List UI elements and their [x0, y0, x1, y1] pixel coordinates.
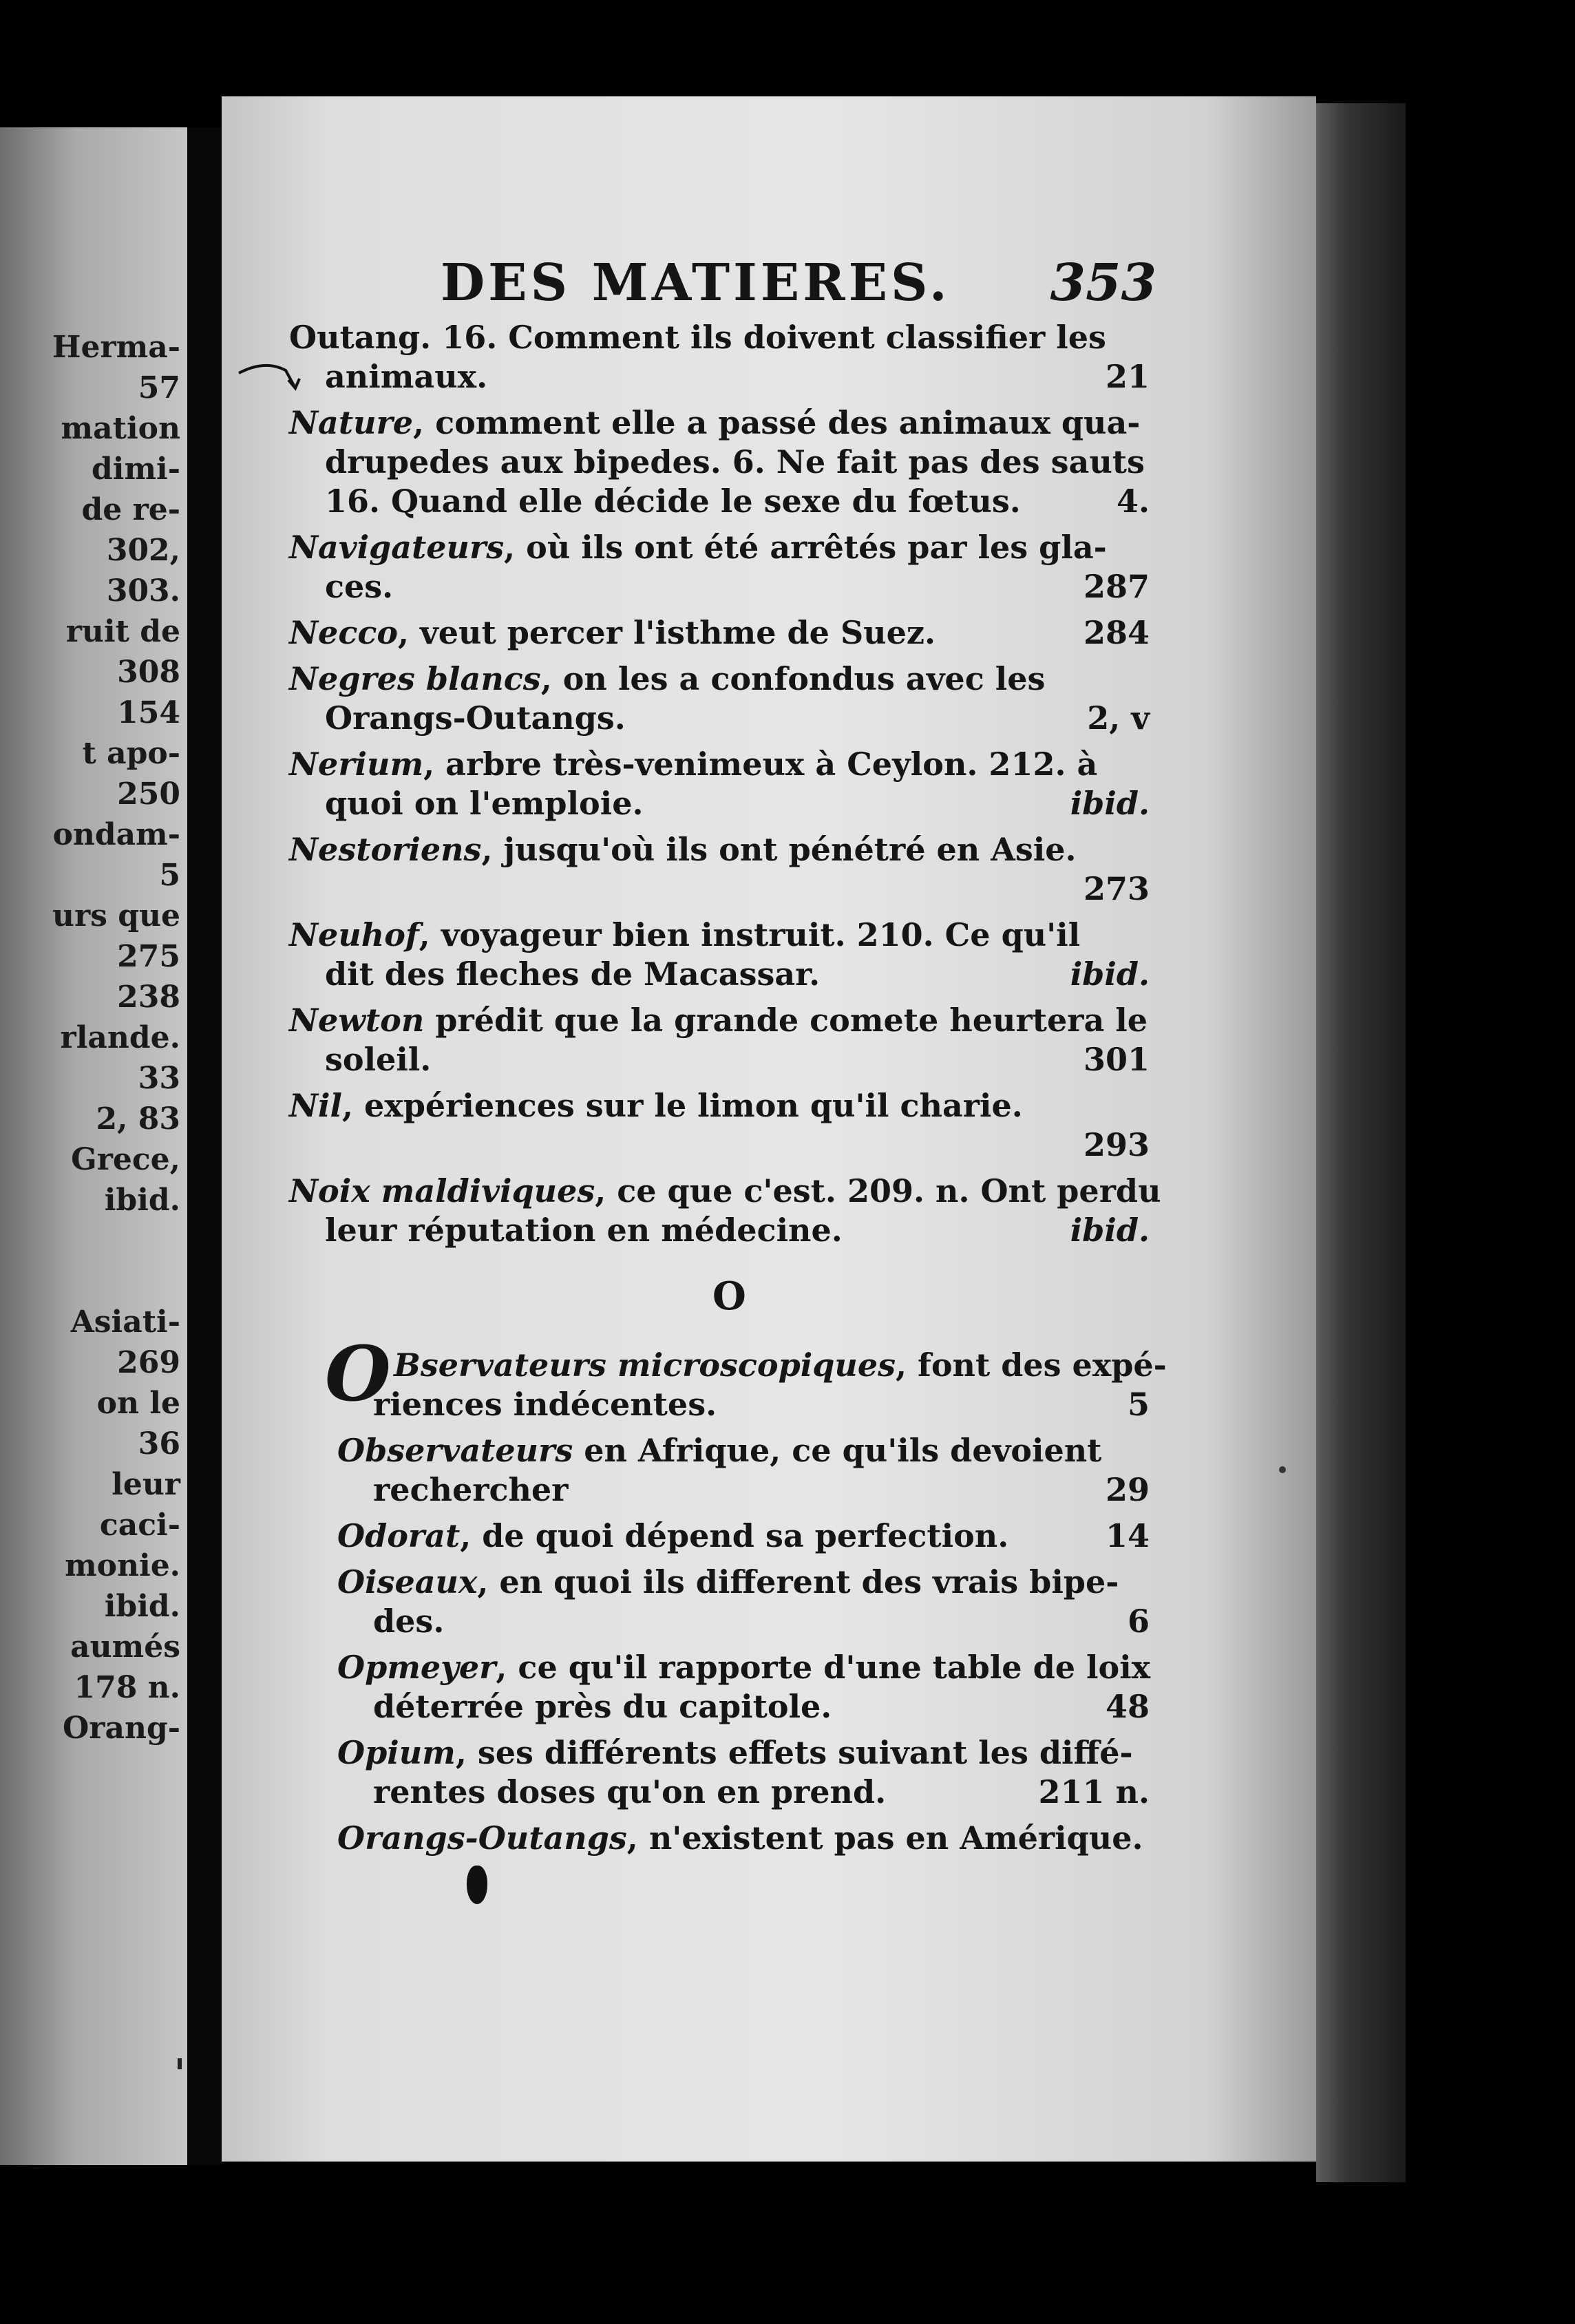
entry-text [373, 1470, 568, 1510]
left-page-line: Herma- [52, 330, 180, 365]
left-page-line: 308 [117, 655, 180, 690]
page-edge-shadow [1316, 103, 1406, 2182]
entry-body: , ce que c'est. 209. n. Ont perdu [595, 1172, 1161, 1209]
left-page-line: dimi- [91, 452, 180, 487]
entry-text [289, 1086, 1023, 1126]
speck [178, 2058, 182, 2069]
left-page-line: 178 n. [74, 1670, 180, 1705]
header-title: DES MATIERES. [441, 253, 951, 313]
index-entry-line [289, 403, 1150, 443]
entry-body: Orangs-Outangs. [325, 699, 626, 737]
entry-page-ref: 273 [1083, 870, 1150, 907]
left-page-line: 36 [138, 1426, 180, 1461]
page-number: 353 [1050, 253, 1156, 313]
entry-page-ref: 21 [1105, 358, 1150, 395]
entry-headword: Nerium [289, 746, 424, 783]
entry-body: , voyageur bien instruit. 210. Ce qu'il [419, 916, 1081, 953]
entry-page-ref: ibid. [1070, 1212, 1150, 1249]
index-entry-line [289, 1086, 1150, 1126]
index-entry-line [337, 1819, 1150, 1858]
left-page-line: 5 [159, 858, 180, 893]
entry-body: ces. [325, 568, 394, 605]
entry-page-ref: 29 [1105, 1471, 1150, 1508]
running-header [441, 253, 1156, 315]
entry-text [325, 1040, 431, 1079]
entry-text [394, 1346, 1167, 1385]
index-entry-line [337, 1602, 1150, 1641]
entry-text [289, 403, 1140, 443]
entry-body: , arbre très-venimeux à Ceylon. 212. à [423, 746, 1098, 783]
index-entry-line [289, 482, 1150, 521]
entry-headword: Oiseaux [337, 1563, 478, 1601]
index-entries-o [325, 1329, 1167, 1858]
entry-text [289, 613, 936, 653]
index-entries-n [289, 318, 1161, 1250]
left-page-line: 269 [117, 1345, 180, 1380]
left-page-line [0, 1261, 180, 1302]
entry-body: , n'existent pas en Amérique. [626, 1819, 1143, 1857]
index-entry-line [289, 613, 1150, 653]
entry-page-ref: 211 n. [1038, 1773, 1150, 1810]
book-gutter [187, 127, 222, 2165]
entry-body: , on les a confondus avec les [540, 660, 1046, 697]
entry-text [337, 1819, 1143, 1858]
left-page-line: 57 [138, 370, 180, 405]
entry-headword: Opmeyer [337, 1649, 496, 1686]
entry-headword: Bservateurs microscopiques [394, 1346, 896, 1384]
entry-text [337, 1431, 1101, 1470]
index-entry-line [337, 1563, 1150, 1602]
drop-cap: O [325, 1329, 391, 1418]
entry-text [325, 955, 820, 994]
entry-body: leur réputation en médecine. [325, 1212, 843, 1249]
entry-body: rechercher [373, 1471, 569, 1508]
entry-body: quoi on l'emploie. [325, 785, 644, 822]
entry-text [373, 1773, 886, 1812]
entry-page-ref: ibid. [1070, 955, 1150, 993]
entry-headword: Nestoriens [289, 831, 482, 868]
entry-body: prédit que la grande comete heurtera le [424, 1002, 1148, 1039]
entry-text [289, 318, 1106, 357]
entry-text [325, 1211, 843, 1250]
index-entry-line [337, 1346, 1167, 1385]
left-page-line [0, 1221, 180, 1261]
entry-text [373, 1385, 717, 1424]
index-entry-line [289, 1001, 1150, 1040]
entry-body: animaux. [325, 358, 488, 395]
index-entry-line [289, 869, 1150, 909]
left-page-line: 238 [117, 980, 180, 1015]
entry-page-ref: 293 [1083, 1126, 1150, 1163]
left-page-line: rlande. [60, 1020, 180, 1055]
index-entry-line [289, 784, 1150, 823]
index-entry-line [289, 1040, 1150, 1079]
left-page-line: 275 [117, 939, 180, 974]
entry-page-ref: 301 [1083, 1041, 1150, 1078]
index-entry-line [337, 1385, 1150, 1424]
index-entry-line [289, 443, 1150, 482]
left-page-line: ondam- [52, 817, 180, 852]
entry-headword: Necco [289, 614, 399, 651]
left-page-line: 303. [106, 573, 180, 609]
index-entry-line [289, 699, 1150, 738]
left-page-line: ibid. [104, 1589, 180, 1624]
index-entry-line [337, 1431, 1150, 1470]
left-page-line: monie. [65, 1548, 180, 1583]
left-page-line: t apo- [82, 736, 180, 771]
index-entry-line [289, 745, 1150, 784]
index-entry-line [337, 1648, 1150, 1687]
entry-page-ref: 48 [1105, 1688, 1150, 1725]
entry-headword: Nature [289, 404, 414, 441]
left-page-line: Asiati- [70, 1304, 180, 1340]
entry-body: rentes doses qu'on en prend. [373, 1773, 887, 1810]
entry-page-ref: 287 [1083, 568, 1150, 605]
index-entry-line [289, 955, 1150, 994]
left-page-line: aumés [70, 1629, 180, 1665]
entry-page-ref: 4. [1116, 483, 1150, 520]
left-page-line: leur [112, 1467, 180, 1502]
entry-body: , comment elle a passé des animaux qua- [413, 404, 1141, 441]
left-page-line: 2, 83 [96, 1101, 180, 1137]
entry-text [289, 528, 1107, 567]
speck [1279, 1466, 1286, 1473]
section-letter: O [712, 1274, 746, 1319]
left-page-line: ruit de [65, 614, 180, 649]
index-entry-line [337, 1470, 1150, 1510]
left-page-line: 154 [117, 695, 180, 730]
index-entry-line [289, 318, 1150, 357]
entry-headword: Orangs-Outangs [337, 1819, 627, 1857]
index-entry-line [337, 1687, 1150, 1726]
entry-text [289, 916, 1080, 955]
entry-headword: Noix maldiviques [289, 1172, 595, 1209]
entry-page-ref: 2, v [1087, 699, 1150, 737]
index-entry-line [289, 659, 1150, 699]
entry-body: , ce qu'il rapporte d'une table de loix [496, 1649, 1151, 1686]
entry-body: en Afrique, ce qu'ils devoient [573, 1432, 1102, 1469]
entry-text [337, 1648, 1150, 1687]
entry-text [289, 1172, 1161, 1211]
entry-headword: Nil [289, 1087, 342, 1124]
entry-page-ref: ibid. [1070, 785, 1150, 822]
left-page-fragments [0, 327, 180, 1749]
index-entry-line [337, 1733, 1150, 1773]
entry-text [289, 1001, 1148, 1040]
entry-body: soleil. [325, 1041, 432, 1078]
entry-headword: Newton [289, 1002, 425, 1039]
entry-body: , expériences sur le limon qu'il charie. [342, 1087, 1023, 1124]
entry-text [373, 1602, 444, 1641]
entry-text [325, 482, 1021, 521]
entry-headword: Navigateurs [289, 529, 505, 566]
entry-text [325, 357, 487, 397]
entry-body: drupedes aux bipedes. 6. Ne fait pas des sauts [325, 443, 1145, 480]
index-entry-line [337, 1773, 1150, 1812]
entry-body: des. [373, 1603, 445, 1640]
entry-body: , où ils ont été arrêtés par les gla- [504, 529, 1107, 566]
entry-body: Outang. 16. Comment ils doivent classifier les [289, 319, 1106, 356]
index-entry-line [289, 830, 1150, 869]
index-entry-line [289, 567, 1150, 606]
entry-text [337, 1517, 1008, 1556]
entry-body: riences indécentes. [373, 1386, 717, 1423]
left-page-line: de re- [81, 492, 180, 527]
left-page-line: 250 [117, 777, 180, 812]
entry-text [289, 659, 1045, 699]
index-entry-line [337, 1517, 1150, 1556]
entry-text [289, 830, 1077, 869]
entry-headword: Odorat [337, 1517, 461, 1554]
entry-body: déterrée près du capitole. [373, 1688, 832, 1725]
entry-text [325, 443, 1145, 482]
entry-body: , font des expé- [896, 1346, 1167, 1384]
left-page-line: mation [61, 411, 180, 446]
left-facing-page [0, 127, 187, 2165]
left-page-line: Grece, [71, 1142, 180, 1177]
entry-body: , jusqu'où ils ont pénétré en Asie. [481, 831, 1077, 868]
left-page-line: 302, [106, 533, 180, 568]
entry-text [289, 745, 1097, 784]
entry-text [325, 567, 393, 606]
index-entry-line [289, 1172, 1161, 1211]
entry-text [373, 1687, 832, 1726]
left-page-line: caci- [99, 1508, 180, 1543]
index-entry-line [289, 528, 1150, 567]
entry-headword: Neuhof [289, 916, 419, 953]
entry-headword: Opium [337, 1734, 456, 1771]
left-page-line: on le [96, 1386, 180, 1421]
ink-blot [467, 1866, 487, 1904]
entry-body: dit des fleches de Macassar. [325, 955, 821, 993]
entry-page-ref: 6 [1127, 1603, 1150, 1640]
index-entry-line [289, 1211, 1150, 1250]
entry-headword: Observateurs [337, 1432, 573, 1469]
entry-page-ref: 284 [1083, 614, 1150, 651]
entry-body: , ses différents effets suivant les diffé- [455, 1734, 1133, 1771]
entry-text [337, 1563, 1119, 1602]
left-page-line: ibid. [104, 1183, 180, 1218]
entry-body: , de quoi dépend sa perfection. [460, 1517, 1009, 1554]
index-entry-line [289, 1126, 1150, 1165]
entry-text [325, 784, 644, 823]
entry-text [337, 1733, 1133, 1773]
index-entry-line [289, 916, 1150, 955]
entry-body: 16. Quand elle décide le sexe du fœtus. [325, 483, 1021, 520]
left-page-line: urs que [52, 898, 180, 933]
entry-text [325, 699, 626, 738]
entry-body: , en quoi ils different des vrais bipe- [477, 1563, 1119, 1601]
entry-page-ref: 5 [1127, 1386, 1150, 1423]
left-page-line: 33 [138, 1061, 180, 1096]
entry-headword: Negres blancs [289, 660, 541, 697]
index-entry-line [289, 357, 1150, 397]
entry-body: , veut percer l'isthme de Suez. [398, 614, 936, 651]
entry-page-ref: 14 [1105, 1517, 1150, 1554]
left-page-line: Orang- [62, 1711, 180, 1746]
